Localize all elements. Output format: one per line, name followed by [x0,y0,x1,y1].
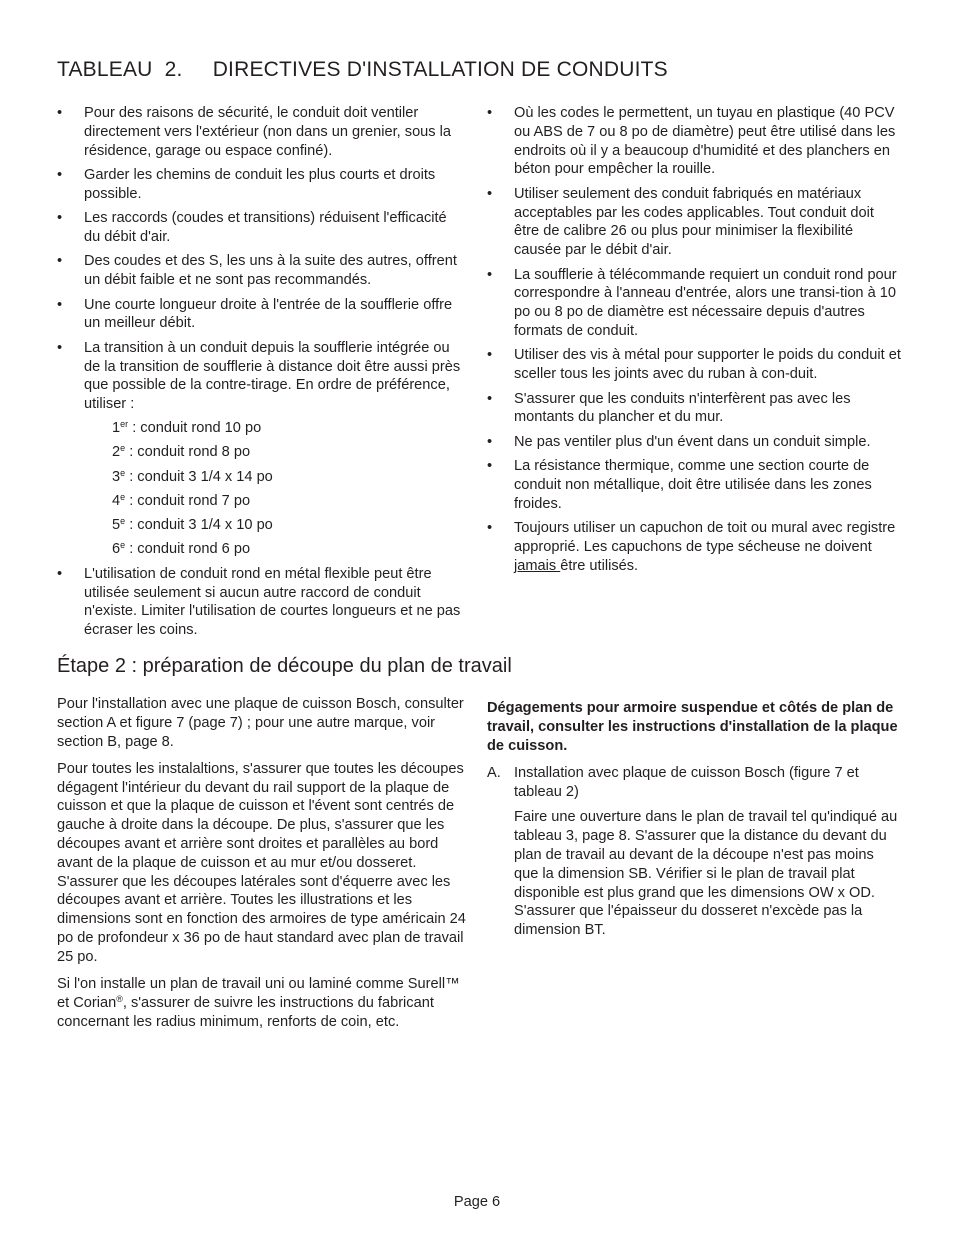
list-item: • La résistance thermique, comme une section courte de conduit non métallique, doit être utilisée dans les zones froides. [487,457,901,513]
left-column [57,104,462,646]
preference-item: 3e : conduit 3 1/4 x 14 po [112,467,273,485]
list-item: • Ne pas ventiler plus d'un évent dans un conduit simple. [487,433,901,452]
list-item: • Utiliser des vis à métal pour supporter le poids du conduit et sceller tous les joints avec du ruban à con-duit. [487,346,901,384]
right-bullet-list [487,104,901,575]
section-right-column [487,699,901,947]
install-item-a [487,764,901,940]
list-item: • Pour des raisons de sécurité, le conduit doit ventiler directement vers l'extérieur (non dans un grenier, sous la résidence, garage ou espace confiné). [57,104,462,160]
preference-item: 6e : conduit rond 6 po [112,540,251,558]
paragraph: Si l'on installe un plan de travail uni ou laminé comme Surell™ et Corian®, s'assurer de suivre les instructions du fabricant concernant les radius minimum, renforts de coin, etc. [57,975,460,1030]
item-marker: A. [487,764,501,781]
section-title: Étape 2 : préparation de découpe du plan de travail [57,655,512,677]
preference-item: 4e : conduit rond 7 po [112,491,251,509]
list-item: • Une courte longueur droite à l'entrée de la soufflerie offre un meilleur débit. [57,296,462,334]
list-item: • Utiliser seulement des conduit fabriqués en matériaux acceptables par les codes applicables. Tout conduit doit être de calibre 26 ou plus pour minimiser la flexibilité causée par le débit d'air. [487,185,901,260]
paragraph: Pour l'installation avec une plaque de cuisson Bosch, consulter section A et figure 7 (page 7) ; pour une autre marque, voir section B, page 8. [57,696,464,750]
list-item: • L'utilisation de conduit rond en métal flexible peut être utilisée seulement si aucun autre raccord de conduit n'existe. Limiter l'utilisation de courtes longueurs et ne pas écraser les coins. [57,565,462,640]
item-title: Installation avec plaque de cuisson Bosch (figure 7 et tableau 2) [514,764,859,800]
right-column [487,104,901,581]
list-item: • Garder les chemins de conduit les plus courts et droits possible. [57,166,462,204]
page-number: Page 6 [453,1194,501,1210]
left-bullet-list [57,104,462,640]
item-body: Faire une ouverture dans le plan de travail tel qu'indiqué au tableau 3, page 8. S'assurer que la distance du devant du plan de travail au devant de la découpe n'est pas moins que la dimension SB. Vérifier si le plan de travail plat disponible est plus grand que les dimensions OW x OD. S'assurer que l'épaisseur du dosseret n'excède pas la dimension BT. [514,809,898,939]
registered-mark: ® [116,993,123,1004]
emphasis-jamais: jamais [514,557,561,574]
preference-item: 2e : conduit rond 8 po [112,443,251,461]
preference-list [84,419,462,559]
list-item: • Toujours utiliser un capuchon de toit ou mural avec registre approprié. Les capuchons de type sécheuse ne doivent jamais être utilisés. [487,519,901,575]
list-item: • Les raccords (coudes et transitions) réduisent l'efficacité du débit d'air. [57,209,462,247]
preference-item: 1er : conduit rond 10 po [112,418,262,436]
list-item-text: La transition à un conduit depuis la soufflerie intégrée ou de la transition de soufflerie à distance doit être aussi près que possible de la contre-tirage. En ordre de préférence, utiliser : [84,339,461,413]
clearance-heading: Dégagements pour armoire suspendue et côtés de plan de travail, consulter les instructions d'installation de la plaque de cuisson. [487,700,898,754]
list-item [57,339,462,559]
preference-item: 5e : conduit 3 1/4 x 10 po [112,516,273,534]
list-item: • Où les codes le permettent, un tuyau en plastique (40 PCV ou ABS de 7 ou 8 po de diamètre) peut être utilisé dans les endroits où il y a beaucoup d'humidité et des planchers en béton pour empêcher la rouille. [487,104,901,179]
list-item: • La soufflerie à télécommande requiert un conduit rond pour correspondre à l'anneau d'entrée, alors une transi-tion à 10 po ou 8 po de diamètre est nécessaire depuis d'autres formats de conduit. [487,266,901,341]
list-item: • Des coudes et des S, les uns à la suite des autres, offrent un débit faible et ne sont pas recommandés. [57,252,462,290]
paragraph: Pour toutes les instalaltions, s'assurer que toutes les découpes dégagent l'intérieur du devant du rail support de la plaque de cuisson et que la plaque de cuisson et l'évent sont centrés de gauche à droite dans la découpe. De plus, s'assurer que les découpes avant et arrière sont droites et parallèles au bord avant de la plaque de cuisson et au mur et/ou dosseret. S'assurer que les découpes latérales sont d'équerre avec les découpes avant et arrière. Toutes les illustrations et les dimensions sont en fonction des armoires de type américain 24 po de profondeur x 36 po de haut standard avec plan de travail 25 po. [57,760,466,965]
section-left-column [57,695,469,1040]
list-item: • S'assurer que les conduits n'interfèrent pas avec les montants du plancher et du mur. [487,390,901,428]
table-title: TABLEAU 2. DIRECTIVES D'INSTALLATION DE CONDUITS [57,58,668,81]
